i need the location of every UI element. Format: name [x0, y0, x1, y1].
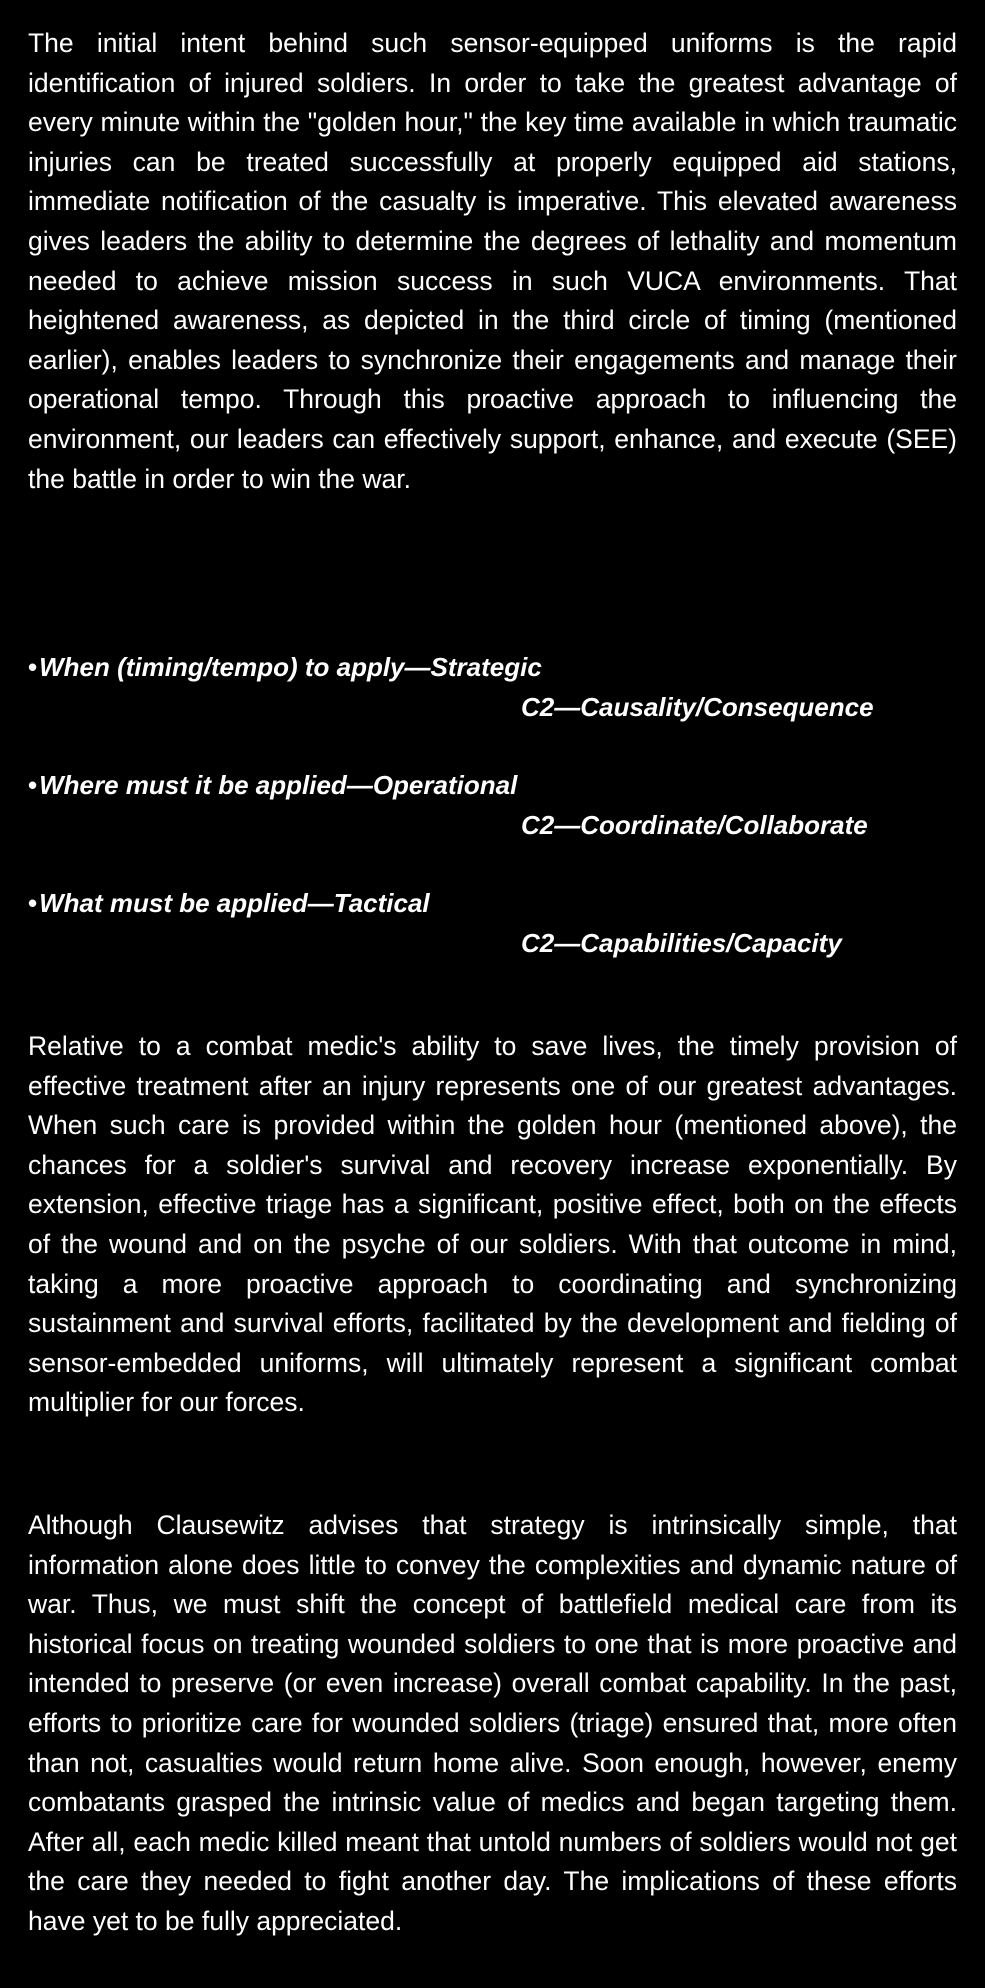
paragraph-medic-care: Relative to a combat medic's ability to save lives, the timely provision of effective treatment after an injury represents one of our greatest advantages. When such care is provided within the golden hour (mentioned above), the chances for a soldier's survival and recovery increase exponentially. By extension, effective triage has a significant, positive effect, both on the effects of the wound and on the psyche of our soldiers. With that outcome in mind, taking a more proactive approach to coordinating and synchronizing sustainment and survival efforts, facilitated by the development and fielding of sensor-embedded uniforms, will ultimately represent a significant combat multiplier for our forces. — [28, 1031, 957, 1418]
bullet-c2-text: C2—Capabilities/Capacity — [521, 928, 842, 958]
bullet-marker: • — [28, 888, 38, 918]
bullet-item-operational — [28, 765, 957, 845]
bullet-text: What must be applied—Tactical — [39, 888, 430, 918]
bullet-item-strategic — [28, 647, 957, 727]
bullet-marker: • — [28, 652, 38, 682]
paragraph-intro: The initial intent behind such sensor-equipped uniforms is the rapid identification of injured soldiers. In order to take the greatest advantage of every minute within the "golden hour," the key time available in which traumatic injuries can be treated successfully at properly equipped aid stations, immediate notification of the casualty is imperative. This elevated awareness gives leaders the ability to determine the degrees of lethality and momentum needed to achieve mission success in such VUCA environments. That heightened awareness, as depicted in the third circle of timing (mentioned earlier), enables leaders to synchronize their engagements and manage their operational tempo. Through this proactive approach to influencing the environment, our leaders can effectively support, enhance, and execute (SEE) the battle in order to win the war. — [28, 28, 957, 494]
bullet-c2-text: C2—Causality/Consequence — [521, 692, 874, 722]
paragraph-clausewitz: Although Clausewitz advises that strategy is intrinsically simple, that information alone does little to convey the complexities and dynamic nature of war. Thus, we must shift the concept of battlefield medical care from its historical focus on treating wounded soldiers to one that is more proactive and intended to preserve (or even increase) overall combat capability. In the past, efforts to prioritize care for wounded soldiers (triage) ensured that, more often than not, casualties would return home alive. Soon enough, however, enemy combatants grasped the intrinsic value of medics and began targeting them. After all, each medic killed meant that untold numbers of soldiers would not get the care they needed to fight another day. The implications of these efforts have yet to be fully appreciated. — [28, 1510, 957, 1936]
bullet-text: When (timing/tempo) to apply—Strategic — [39, 652, 542, 682]
bullet-marker: • — [28, 770, 38, 800]
c2-bullet-list — [28, 647, 957, 963]
bullet-c2-text: C2—Coordinate/Collaborate — [521, 810, 868, 840]
bullet-text: Where must it be applied—Operational — [39, 770, 518, 800]
bullet-item-tactical — [28, 883, 957, 963]
